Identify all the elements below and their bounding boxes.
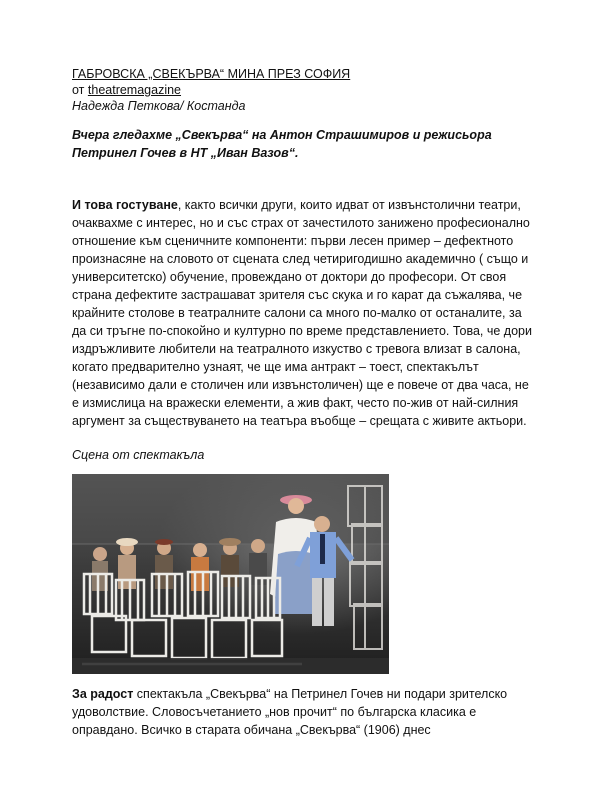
article-title-link[interactable]: ГАБРОВСКА „СВЕКЪРВА“ МИНА ПРЕЗ СОФИЯ [72, 67, 351, 81]
body-paragraph-2 [72, 685, 532, 739]
photo-caption: Сцена от спектакъла [72, 448, 205, 462]
source-link[interactable]: theatremagazine [87, 83, 182, 97]
article-header [72, 66, 350, 114]
para2-bold-intro: За радост [72, 687, 134, 701]
byline-prefix: от [72, 83, 88, 97]
para1-bold-intro: И това гостуване [72, 198, 178, 212]
para1-text: , както всички други, които идват от извънстолични театри, очаквахме с интерес, но и със страх от зачестилото занижено професионално отношение към сценичните компоненти: първи лесен пример – дефектното произнасяне на словото от сцената след четиригодишно академично ( също и университетско) обучение, провеждано от доктори до професори. От своя страна дефектите застрашават зрителя със скука и го карат да съжалява, че крайните столове в театралните салони са много по-малко от останалите, за да си тръгне по-спокойно и културно по време представлението. Това, че дори издръжливите любители на театралното изкуство с тревога влизат в салона, когато предварително узнаят, че ще има антракт – тоест, спектакълът (независимо дали е столичен или извънстоличен) ще е повече от два часа, не е измислица на вражески елементи, а жив факт, често по-жив от най-силния аргумент за съществуването на театъра въобще – срещата с живите актьори. [72, 198, 532, 428]
byline [72, 82, 350, 98]
stage-photo [72, 474, 389, 674]
para2-text: спектакъла „Свекърва“ на Петринел Гочев ни подари зрителско удоволствие. Словосъчетанието „нов прочит“ по българска класика е оправдано. Всичко в старата обичана „Свекърва“ (1906) днес [72, 687, 508, 737]
stage-photo-illustration [72, 474, 389, 674]
authors: Надежда Петкова/ Костанда [72, 99, 246, 113]
lead-paragraph: Вчера гледахме „Свекърва“ на Антон Страшимиров и режисьора Петринел Гочев в НТ „Иван Вазов“. [72, 128, 492, 160]
body-paragraph-1 [72, 196, 532, 430]
